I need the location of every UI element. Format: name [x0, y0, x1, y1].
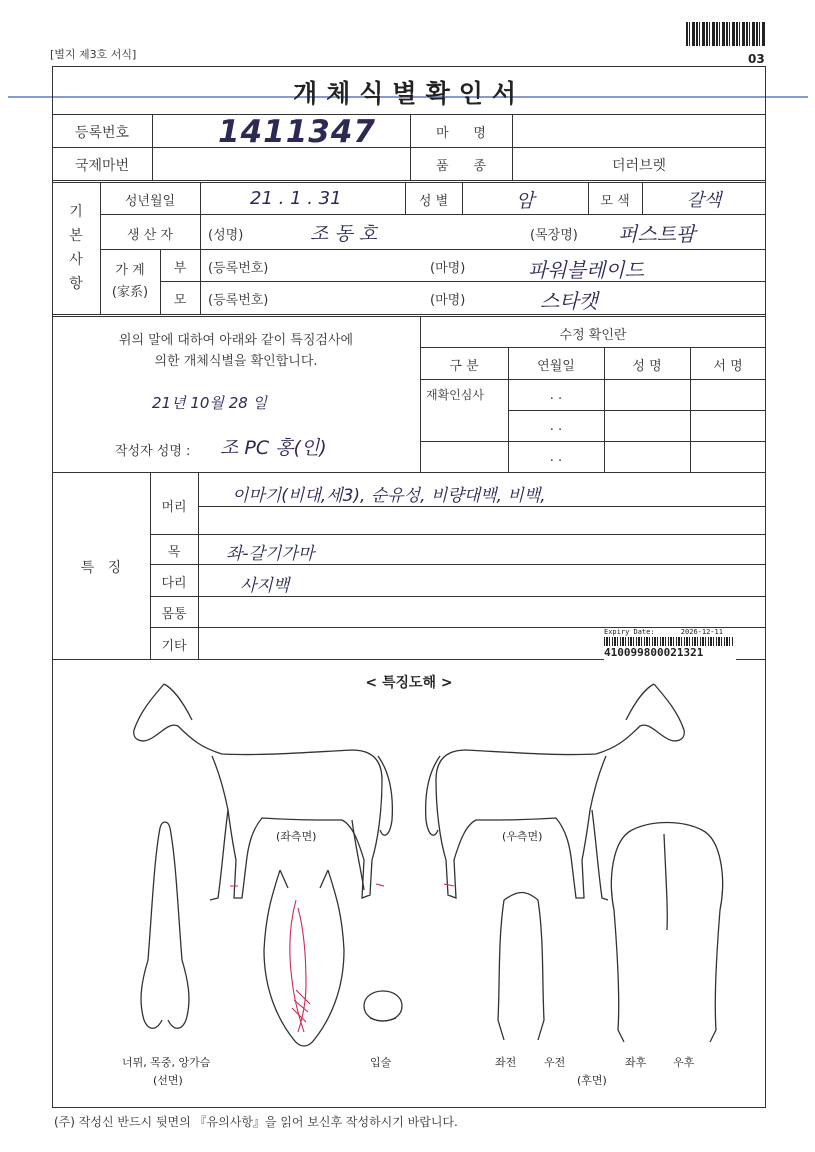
sire-label: 부	[173, 261, 187, 276]
basic-section-label: 기 본 사 항	[69, 204, 83, 292]
sire-name-label: (마명)	[430, 261, 466, 276]
dam-reg-label: (등록번호)	[208, 293, 269, 308]
neck-caption: 너뮈, 목중, 앙가슴	[122, 1056, 211, 1069]
right-side-horse	[426, 684, 685, 900]
breed-label: 품 종	[436, 159, 486, 174]
lip-caption: 입술	[370, 1056, 392, 1069]
dam-label: 모	[173, 293, 187, 308]
breeder-label: 생 산 자	[127, 228, 173, 243]
sex-value: 암	[515, 190, 535, 212]
revision-title: 수정 확인란	[559, 328, 627, 343]
rear-caption: (후면)	[577, 1074, 607, 1087]
other-label: 기타	[161, 639, 187, 654]
footer-note: (주) 작성신 반드시 뒷면의 『유의사항』을 읽어 보신후 작성하시기 바랍니다.	[54, 1115, 458, 1129]
horse-diagram	[52, 660, 766, 1100]
author-label: 작성자 성명 :	[115, 444, 191, 459]
front-legs-view	[498, 893, 544, 1041]
top-barcode	[686, 22, 766, 46]
barcode-number: 410099800021321	[604, 646, 704, 659]
author-value: 조 PC 홍(인)	[220, 437, 327, 459]
color-value: 갈색	[686, 190, 722, 211]
sire-name-value: 파워블레이드	[528, 258, 644, 282]
breed-value: 더러브렛	[611, 158, 667, 174]
reg-no-value: 1411347	[218, 114, 376, 150]
confirm-date: 21년 10월 28 일	[152, 394, 268, 412]
dob-value: 21 . 1 . 31	[250, 188, 342, 209]
barcode-bars	[604, 637, 734, 646]
reg-no-label: 등록번호	[74, 125, 130, 141]
diagram-title: < 특징도해 >	[365, 675, 453, 691]
dam-name-label: (마명)	[430, 293, 466, 308]
front-caption: (선면)	[153, 1074, 183, 1087]
neck-label: 목	[167, 545, 181, 560]
revision-header-name: 성 명	[632, 359, 662, 374]
features-section-label: 특 징	[80, 560, 122, 576]
right-side-caption: (우측면)	[502, 830, 543, 843]
revision-header-date: 연월일	[537, 359, 575, 374]
dob-label: 성년월일	[124, 194, 176, 209]
dam-name-value: 스타캣	[540, 289, 598, 313]
left-side-caption: (좌측면)	[276, 830, 317, 843]
revision-row-label: 재확인심사	[426, 388, 484, 402]
color-label: 모 색	[600, 194, 630, 209]
neck-value: 좌-갈기가마	[226, 544, 315, 564]
legs-label: 다리	[161, 576, 187, 591]
lips-view	[364, 991, 402, 1021]
sex-label: 성 별	[418, 194, 449, 209]
body-label: 몸통	[161, 607, 187, 622]
farm-value: 퍼스트팜	[618, 222, 696, 246]
revision-dots-1: . .	[549, 388, 563, 403]
barcode-sticker	[604, 628, 736, 660]
legs-value: 사지백	[240, 576, 290, 596]
statement-line2: 의한 개체식별을 확인합니다.	[154, 354, 318, 369]
left-side-horse	[134, 684, 393, 900]
expiry-label: Expiry Date:	[604, 628, 655, 636]
breeder-name-label: (성명)	[208, 228, 244, 243]
form-label: [별지 제3호 서식]	[50, 48, 137, 61]
neck-front-view	[141, 822, 189, 1028]
expiry-value: 2026-12-11	[680, 628, 723, 636]
sire-reg-label: (등록번호)	[208, 261, 269, 276]
intl-name-label: 국제마번	[74, 158, 130, 174]
lineage-label: 가 계 (家系)	[111, 263, 149, 300]
page-code: 03	[748, 52, 765, 66]
left-rear-caption: 좌후	[625, 1056, 647, 1069]
rear-view	[611, 823, 722, 1043]
head-label: 머리	[161, 500, 187, 515]
revision-header-type: 구 분	[449, 359, 479, 374]
revision-header-sign: 서 명	[713, 359, 743, 374]
page-title: 개체식별확인서	[292, 79, 526, 108]
head-value: 이마기(비대,세3), 순유성, 비량대백, 비백,	[232, 486, 546, 506]
statement-line1: 위의 말에 대하여 아래와 같이 특징검사에	[118, 333, 354, 348]
right-rear-caption: 우후	[673, 1056, 695, 1069]
right-front-caption: 우전	[544, 1056, 566, 1069]
revision-dots-3: . .	[549, 450, 563, 465]
left-front-caption: 좌전	[495, 1056, 517, 1069]
farm-label: (목장명)	[530, 228, 578, 243]
revision-dots-2: . .	[549, 419, 563, 434]
horse-name-label: 마 명	[436, 126, 486, 141]
breeder-name-value: 조 동 호	[310, 223, 378, 245]
